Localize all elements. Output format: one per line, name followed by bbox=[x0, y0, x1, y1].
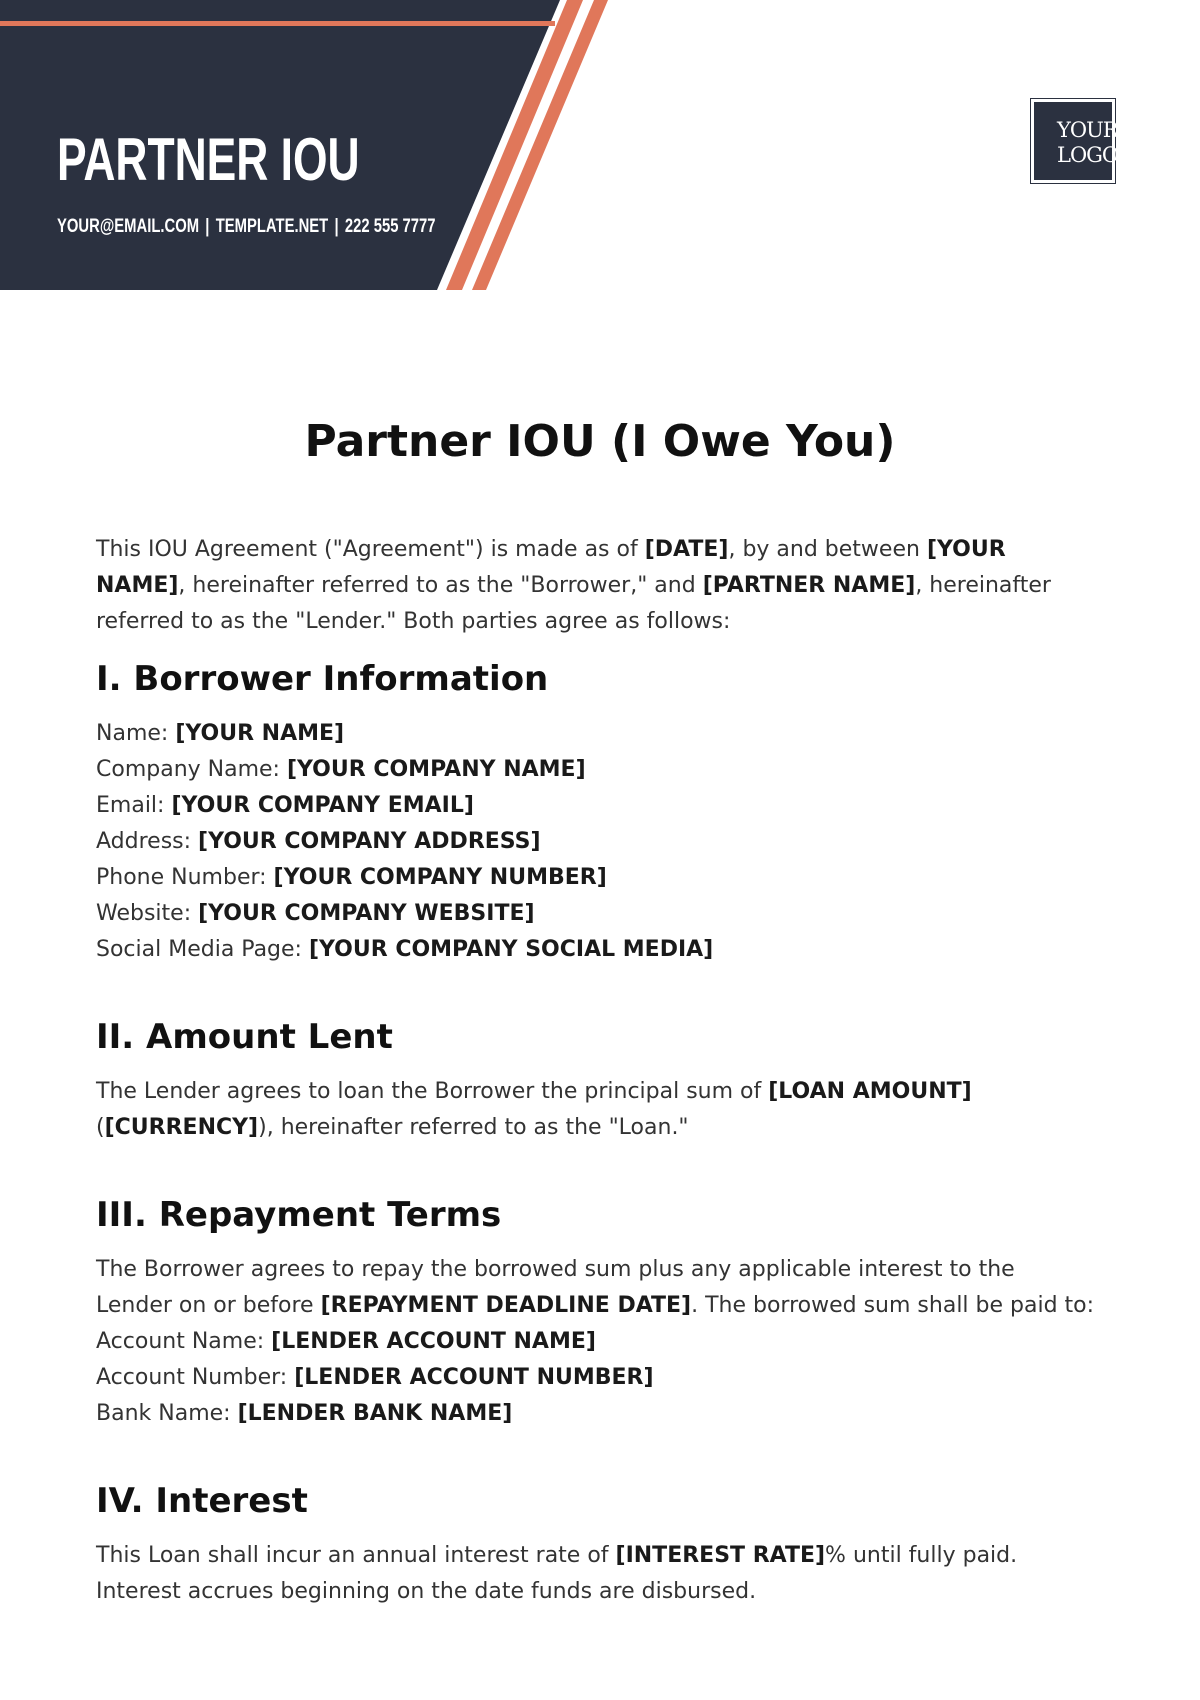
amount-text: The Lender agrees to loan the Borrower the principal sum of bbox=[96, 1079, 769, 1104]
logo-line-2: LOGO bbox=[1057, 143, 1119, 167]
repayment-paragraph bbox=[96, 1252, 1096, 1324]
field-value: [YOUR COMPANY EMAIL] bbox=[171, 793, 474, 818]
repayment-text: The Borrower agrees to repay the borrowed sum plus any applicable interest to the Lender on or before bbox=[96, 1257, 1015, 1318]
contact-email: YOUR@EMAIL.COM bbox=[57, 216, 200, 237]
amount-text: ( bbox=[96, 1115, 105, 1140]
field-value: [YOUR COMPANY ADDRESS] bbox=[198, 829, 541, 854]
repayment-account-list bbox=[96, 1324, 1096, 1432]
document-title: Partner IOU (I Owe You) bbox=[304, 416, 896, 467]
section-heading-amount: II. Amount Lent bbox=[96, 1017, 393, 1057]
loan-currency: [CURRENCY] bbox=[104, 1115, 259, 1140]
amount-text: ), hereinafter referred to as the "Loan." bbox=[258, 1115, 689, 1140]
contact-separator: | bbox=[334, 216, 339, 237]
account-field bbox=[96, 1324, 1096, 1360]
section-heading-borrower: I. Borrower Information bbox=[96, 659, 549, 699]
loan-amount: [LOAN AMOUNT] bbox=[768, 1079, 972, 1104]
brand-title: PARTNER IOU bbox=[57, 126, 360, 193]
repayment-deadline: [REPAYMENT DEADLINE DATE] bbox=[320, 1293, 692, 1318]
field-value: [LENDER ACCOUNT NAME] bbox=[271, 1329, 596, 1354]
section-heading-interest: IV. Interest bbox=[96, 1481, 308, 1521]
contact-line bbox=[57, 214, 436, 240]
intro-text: , by and between bbox=[728, 537, 927, 562]
interest-text: This Loan shall incur an annual interest rate of bbox=[96, 1543, 616, 1568]
account-field bbox=[96, 1396, 1096, 1432]
field-label: Email: bbox=[96, 793, 172, 818]
intro-date: [DATE] bbox=[644, 537, 729, 562]
document-body bbox=[96, 532, 1096, 1610]
intro-your-name: [YOUR NAME] bbox=[96, 537, 1006, 598]
intro-text: , hereinafter referred to as the "Lender." Both parties agree as follows: bbox=[96, 573, 1051, 634]
field-label: Address: bbox=[96, 829, 199, 854]
interest-rate: [INTEREST RATE] bbox=[615, 1543, 826, 1568]
logo-text bbox=[1057, 118, 1118, 168]
logo-line-1: YOUR bbox=[1057, 118, 1118, 142]
account-field bbox=[96, 1360, 1096, 1396]
intro-paragraph bbox=[96, 532, 1096, 640]
borrower-field bbox=[96, 788, 1096, 824]
field-label: Bank Name: bbox=[96, 1401, 238, 1426]
field-label: Phone Number: bbox=[96, 865, 274, 890]
field-label: Account Name: bbox=[96, 1329, 272, 1354]
contact-website: TEMPLATE.NET bbox=[215, 216, 329, 237]
borrower-field bbox=[96, 752, 1096, 788]
borrower-field bbox=[96, 716, 1096, 752]
field-label: Website: bbox=[96, 901, 199, 926]
field-value: [YOUR COMPANY SOCIAL MEDIA] bbox=[308, 937, 714, 962]
field-label: Name: bbox=[96, 721, 176, 746]
contact-separator: | bbox=[205, 216, 210, 237]
section-heading-repayment: III. Repayment Terms bbox=[96, 1195, 502, 1235]
field-value: [YOUR COMPANY NAME] bbox=[286, 757, 586, 782]
field-value: [LENDER ACCOUNT NUMBER] bbox=[294, 1365, 654, 1390]
borrower-field bbox=[96, 824, 1096, 860]
field-value: [YOUR COMPANY WEBSITE] bbox=[198, 901, 535, 926]
interest-text: % until fully paid. Interest accrues beginning on the date funds are disbursed. bbox=[96, 1543, 1018, 1604]
logo-background bbox=[1034, 102, 1119, 180]
amount-paragraph bbox=[96, 1074, 1096, 1146]
borrower-field bbox=[96, 860, 1096, 896]
interest-paragraph bbox=[96, 1538, 1096, 1610]
field-label: Company Name: bbox=[96, 757, 287, 782]
intro-text: , hereinafter referred to as the "Borrower," and bbox=[178, 573, 703, 598]
field-value: [YOUR COMPANY NUMBER] bbox=[273, 865, 607, 890]
contact-phone: 222 555 7777 bbox=[344, 216, 436, 237]
header-accent-line bbox=[0, 21, 555, 26]
field-label: Account Number: bbox=[96, 1365, 295, 1390]
field-label: Social Media Page: bbox=[96, 937, 309, 962]
field-value: [YOUR NAME] bbox=[175, 721, 345, 746]
borrower-field bbox=[96, 932, 1096, 968]
field-value: [LENDER BANK NAME] bbox=[237, 1401, 513, 1426]
borrower-field bbox=[96, 896, 1096, 932]
intro-text: This IOU Agreement ("Agreement") is made as of bbox=[96, 537, 645, 562]
company-logo bbox=[1030, 98, 1119, 184]
intro-partner-name: [PARTNER NAME] bbox=[702, 573, 916, 598]
borrower-info-list bbox=[96, 716, 1096, 968]
repayment-text: . The borrowed sum shall be paid to: bbox=[691, 1293, 1095, 1318]
